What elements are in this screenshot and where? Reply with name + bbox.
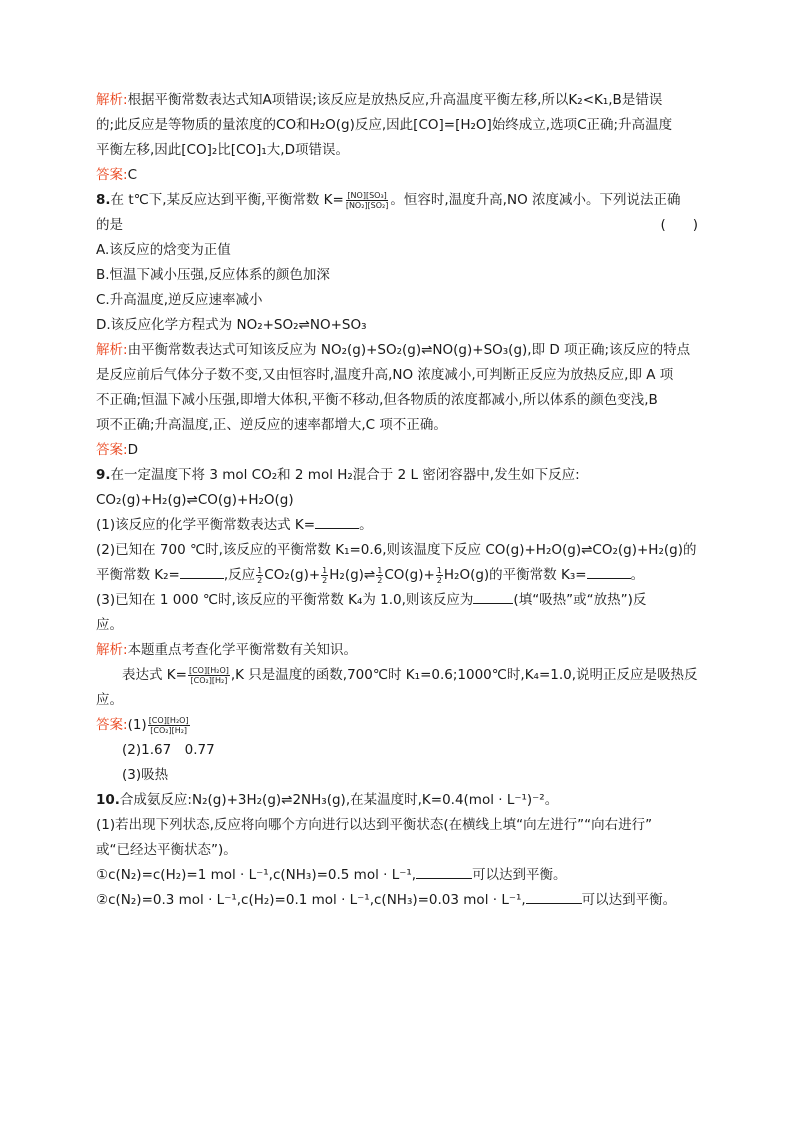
q8-stem-line2: 的是 ( ) bbox=[96, 213, 698, 238]
q10-part1-line2: 或“已经达平衡状态”)。 bbox=[96, 842, 237, 858]
q9-part2-line1: (2)已知在 700 ℃时,该反应的平衡常数 K₁=0.6,则该温度下反应 CO(g)+H₂O(g)⇌CO₂(g)+H₂(g)的 bbox=[96, 542, 697, 558]
k-fraction: $\frac{\text{[NO][SO₃]}}{\text{[NO₂][SO₂]}}$ bbox=[345, 190, 389, 210]
analysis-label: 解析: bbox=[96, 642, 128, 658]
q9-part3-line1: (3)已知在 1 000 ℃时,该反应的平衡常数 K₄为 1.0,则该反应为 (填“吸热”或“放热”)反 bbox=[96, 588, 698, 613]
q8-analysis-line3: 不正确;恒温下减小压强,即增大体积,平衡不移动,但各物质的浓度都减小,所以体系的颜色变浅,B bbox=[96, 392, 658, 408]
prev-analysis-line3: 平衡左移,因此[CO]₂比[CO]₁大,D项错误。 bbox=[96, 142, 349, 158]
answer-blank bbox=[416, 864, 472, 879]
q8-analysis-line1: 解析:由平衡常数表达式可知该反应为 NO₂(g)+SO₂(g)⇌NO(g)+SO₃(g),即 D 项正确;该反应的特点 bbox=[96, 342, 691, 358]
option-a: A.该反应的焓变为正值 bbox=[96, 242, 231, 258]
q9-part2-line2: 平衡常数 K₂= ,反应 $\frac{1}{2}$ CO₂(g)+ $\frac{1}{2}$ H₂(g)⇌ $\frac{1}{2}$ CO(g)+ $\frac{1}{2}$ H₂O(g)的平衡常数 K₃= 。 bbox=[96, 565, 645, 585]
q8-stem: 8.在 t℃下,某反应达到平衡,平衡常数 K= $\frac{\text{[NO][SO₃]}}{\text{[NO₂][SO₂]}}$ 。恒容时,温度升高,NO 浓度减小。下列说法正确 bbox=[96, 190, 681, 210]
answer-paren: ( ) bbox=[660, 217, 698, 233]
option-b: B.恒温下减小压强,反应体系的颜色加深 bbox=[96, 267, 330, 283]
q10-item1: ①c(N₂)=c(H₂)=1 mol · L⁻¹,c(NH₃)=0.5 mol · L⁻¹, 可以达到平衡。 bbox=[96, 863, 698, 888]
question-number: 10. bbox=[96, 792, 120, 808]
answer-label: 答案: bbox=[96, 442, 128, 458]
k-fraction: $\frac{\text{[CO][H₂O]}}{\text{[CO₂][H₂]}}$ bbox=[188, 665, 229, 685]
answer-label: 答案: bbox=[96, 717, 128, 733]
question-number: 9. bbox=[96, 467, 111, 483]
q9-part3-line2: 应。 bbox=[96, 617, 123, 633]
q9-equation: CO₂(g)+H₂(g)⇌CO(g)+H₂O(g) bbox=[96, 492, 294, 508]
q9-analysis-line3: 应。 bbox=[96, 692, 123, 708]
analysis-label: 解析: bbox=[96, 92, 128, 108]
answer-blank bbox=[526, 889, 582, 904]
q9-part1: (1)该反应的化学平衡常数表达式 K= 。 bbox=[96, 513, 698, 538]
q10-part1-line1: (1)若出现下列状态,反应将向哪个方向进行以达到平衡状态(在横线上填“向左进行”“向右进行” bbox=[96, 817, 653, 833]
q10-stem: 10.合成氨反应:N₂(g)+3H₂(g)⇌2NH₃(g),在某温度时,K=0.4(mol · L⁻¹)⁻²。 bbox=[96, 792, 559, 808]
document-page bbox=[96, 88, 698, 913]
q10-item2: ②c(N₂)=0.3 mol · L⁻¹,c(H₂)=0.1 mol · L⁻¹,c(NH₃)=0.03 mol · L⁻¹, 可以达到平衡。 bbox=[96, 888, 698, 913]
question-number: 8. bbox=[96, 192, 111, 208]
answer-label: 答案: bbox=[96, 167, 128, 183]
prev-answer: 答案:C bbox=[96, 167, 137, 183]
q9-analysis-line1: 解析:本题重点考查化学平衡常数有关知识。 bbox=[96, 642, 358, 658]
q8-analysis-line2: 是反应前后气体分子数不变,又由恒容时,温度升高,NO 浓度减小,可判断正反应为放热反应,即 A 项 bbox=[96, 367, 674, 383]
option-d: D.该反应化学方程式为 NO₂+SO₂⇌NO+SO₃ bbox=[96, 317, 367, 333]
q8-analysis-line4: 项不正确;升高温度,正、逆反应的速率都增大,C 项不正确。 bbox=[96, 417, 447, 433]
half-fraction: $\frac{1}{2}$ bbox=[436, 565, 442, 585]
answer-blank bbox=[587, 564, 631, 579]
q9-answer-line3: (3)吸热 bbox=[122, 767, 169, 783]
q9-answer-line2: (2)1.67 0.77 bbox=[122, 742, 215, 758]
half-fraction: $\frac{1}{2}$ bbox=[257, 565, 263, 585]
q9-answer-line1: 答案:(1) $\frac{\text{[CO][H₂O]}}{\text{[CO₂][H₂]}}$ bbox=[96, 715, 189, 735]
q9-analysis-line2: 表达式 K= $\frac{\text{[CO][H₂O]}}{\text{[CO₂][H₂]}}$ ,K 只是温度的函数,700℃时 K₁=0.6;1000℃时,K₄=1.0,说明正反应是吸热反 bbox=[122, 665, 698, 685]
k-fraction: $\frac{\text{[CO][H₂O]}}{\text{[CO₂][H₂]}}$ bbox=[148, 715, 189, 735]
prev-analysis-line2: 的;此反应是等物质的量浓度的CO和H₂O(g)反应,因此[CO]=[H₂O]始终成立,选项C正确;升高温度 bbox=[96, 117, 673, 133]
option-c: C.升高温度,逆反应速率减小 bbox=[96, 292, 263, 308]
answer-blank bbox=[473, 589, 513, 604]
answer-blank bbox=[180, 564, 224, 579]
prev-analysis-line1: 解析:根据平衡常数表达式知A项错误;该反应是放热反应,升高温度平衡左移,所以K₂<K₁,B是错误 bbox=[96, 92, 663, 108]
half-fraction: $\frac{1}{2}$ bbox=[377, 565, 383, 585]
half-fraction: $\frac{1}{2}$ bbox=[322, 565, 328, 585]
q8-answer: 答案:D bbox=[96, 442, 138, 458]
answer-blank bbox=[315, 514, 359, 529]
analysis-label: 解析: bbox=[96, 342, 128, 358]
q9-stem: 9.在一定温度下将 3 mol CO₂和 2 mol H₂混合于 2 L 密闭容器中,发生如下反应: bbox=[96, 467, 580, 483]
